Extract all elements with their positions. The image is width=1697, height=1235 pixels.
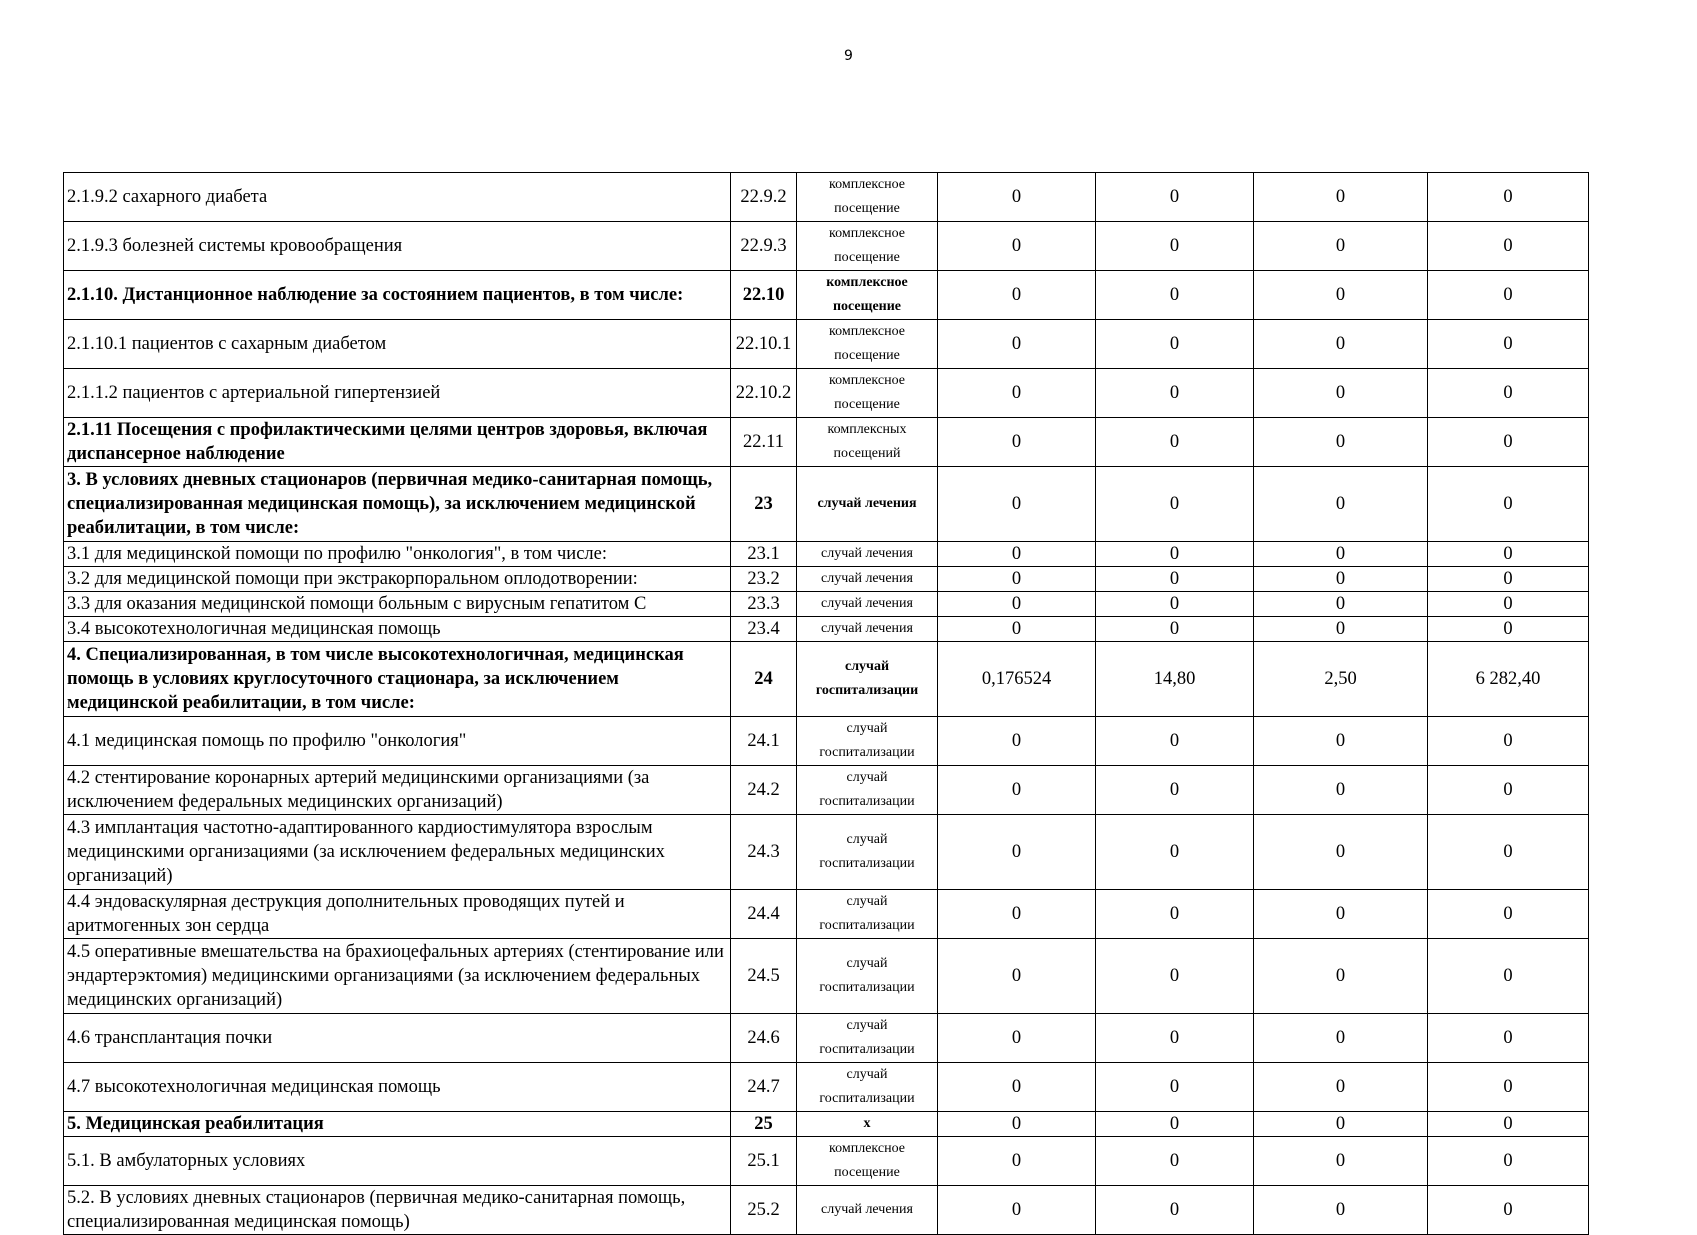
row-unit-cell: случай госпитализации [797, 717, 938, 766]
row-unit-cell: комплексное посещение [797, 271, 938, 320]
row-unit-cell: случай госпитализации [797, 1014, 938, 1063]
row-value-4-cell: 0 [1428, 1137, 1589, 1186]
row-value-3-cell: 0 [1254, 467, 1428, 542]
table-row [64, 320, 1589, 369]
row-unit-cell: комплексных посещений [797, 418, 938, 467]
row-value-2-cell: 0 [1096, 418, 1254, 467]
row-value-2-cell: 0 [1096, 766, 1254, 815]
row-name-cell: 5.2. В условиях дневных стационаров (первичная медико-санитарная помощь, специализированная медицинская помощь) [64, 1186, 731, 1235]
row-name-cell: 4.4 эндоваскулярная деструкция дополнительных проводящих путей и аритмогенных зон сердца [64, 890, 731, 939]
row-value-3-cell: 0 [1254, 222, 1428, 271]
row-unit-cell: случай госпитализации [797, 890, 938, 939]
row-value-1-cell: 0 [938, 542, 1096, 567]
row-value-3-cell: 0 [1254, 766, 1428, 815]
row-name-cell: 3. В условиях дневных стационаров (первичная медико-санитарная помощь, специализированная медицинская помощь), за исключением медицинской реабилитации, в том числе: [64, 467, 731, 542]
row-name-cell: 4. Специализированная, в том числе высокотехнологичная, медицинская помощь в условиях круглосуточного стационара, за исключением медицинской реабилитации, в том числе: [64, 642, 731, 717]
row-value-1-cell: 0 [938, 1063, 1096, 1112]
row-code-cell: 22.11 [731, 418, 797, 467]
row-value-3-cell: 0 [1254, 939, 1428, 1014]
row-value-2-cell: 0 [1096, 1137, 1254, 1186]
row-unit-cell: комплексное посещение [797, 222, 938, 271]
row-value-2-cell: 0 [1096, 320, 1254, 369]
row-value-1-cell: 0 [938, 271, 1096, 320]
row-unit-cell: случай лечения [797, 467, 938, 542]
row-value-4-cell: 0 [1428, 617, 1589, 642]
row-unit-cell: случай госпитализации [797, 642, 938, 717]
row-value-1-cell: 0 [938, 467, 1096, 542]
row-value-4-cell: 6 282,40 [1428, 642, 1589, 717]
row-value-4-cell: 0 [1428, 890, 1589, 939]
row-name-cell: 2.1.10. Дистанционное наблюдение за состоянием пациентов, в том числе: [64, 271, 731, 320]
row-name-cell: 3.2 для медицинской помощи при экстракорпоральном оплодотворении: [64, 567, 731, 592]
row-code-cell: 22.10 [731, 271, 797, 320]
row-value-1-cell: 0 [938, 369, 1096, 418]
table-row [64, 717, 1589, 766]
row-name-cell: 2.1.11 Посещения с профилактическими целями центров здоровья, включая диспансерное наблюдение [64, 418, 731, 467]
row-value-2-cell: 0 [1096, 567, 1254, 592]
row-value-2-cell: 0 [1096, 542, 1254, 567]
row-value-4-cell: 0 [1428, 271, 1589, 320]
row-value-4-cell: 0 [1428, 418, 1589, 467]
row-name-cell: 2.1.10.1 пациентов с сахарным диабетом [64, 320, 731, 369]
table-row [64, 890, 1589, 939]
row-unit-cell: случай госпитализации [797, 1063, 938, 1112]
row-value-4-cell: 0 [1428, 1112, 1589, 1137]
row-value-4-cell: 0 [1428, 717, 1589, 766]
row-unit-cell: комплексное посещение [797, 173, 938, 222]
row-value-4-cell: 0 [1428, 467, 1589, 542]
row-unit-cell: случай лечения [797, 542, 938, 567]
row-value-1-cell: 0 [938, 717, 1096, 766]
row-value-1-cell: 0 [938, 766, 1096, 815]
table-row [64, 1063, 1589, 1112]
row-value-1-cell: 0 [938, 890, 1096, 939]
row-code-cell: 22.9.2 [731, 173, 797, 222]
row-value-3-cell: 0 [1254, 542, 1428, 567]
row-value-3-cell: 0 [1254, 1014, 1428, 1063]
table-row [64, 369, 1589, 418]
row-name-cell: 4.6 трансплантация почки [64, 1014, 731, 1063]
row-value-3-cell: 0 [1254, 1137, 1428, 1186]
row-value-1-cell: 0 [938, 592, 1096, 617]
row-value-4-cell: 0 [1428, 939, 1589, 1014]
row-value-1-cell: 0 [938, 939, 1096, 1014]
row-value-3-cell: 0 [1254, 815, 1428, 890]
row-code-cell: 24.5 [731, 939, 797, 1014]
row-value-1-cell: 0 [938, 567, 1096, 592]
row-value-3-cell: 0 [1254, 717, 1428, 766]
table-row [64, 542, 1589, 567]
row-name-cell: 4.7 высокотехнологичная медицинская помощь [64, 1063, 731, 1112]
row-value-1-cell: 0 [938, 173, 1096, 222]
row-name-cell: 5. Медицинская реабилитация [64, 1112, 731, 1137]
row-unit-cell: случай госпитализации [797, 815, 938, 890]
table-row [64, 173, 1589, 222]
row-value-3-cell: 0 [1254, 617, 1428, 642]
table-row [64, 1014, 1589, 1063]
table-row [64, 1186, 1589, 1235]
table-row [64, 592, 1589, 617]
row-name-cell: 3.4 высокотехнологичная медицинская помощь [64, 617, 731, 642]
row-unit-cell: комплексное посещение [797, 320, 938, 369]
row-value-2-cell: 0 [1096, 369, 1254, 418]
row-value-3-cell: 0 [1254, 173, 1428, 222]
row-code-cell: 25.1 [731, 1137, 797, 1186]
row-value-1-cell: 0 [938, 1112, 1096, 1137]
row-code-cell: 22.9.3 [731, 222, 797, 271]
row-code-cell: 24.4 [731, 890, 797, 939]
table-row [64, 1137, 1589, 1186]
row-value-2-cell: 14,80 [1096, 642, 1254, 717]
row-code-cell: 22.10.2 [731, 369, 797, 418]
row-value-3-cell: 0 [1254, 1186, 1428, 1235]
row-value-4-cell: 0 [1428, 815, 1589, 890]
row-unit-cell: случай госпитализации [797, 766, 938, 815]
row-value-2-cell: 0 [1096, 1112, 1254, 1137]
row-unit-cell: случай лечения [797, 1186, 938, 1235]
row-value-2-cell: 0 [1096, 1063, 1254, 1112]
row-code-cell: 22.10.1 [731, 320, 797, 369]
row-unit-cell: случай госпитализации [797, 939, 938, 1014]
row-code-cell: 23.4 [731, 617, 797, 642]
row-code-cell: 23.2 [731, 567, 797, 592]
row-code-cell: 24.7 [731, 1063, 797, 1112]
row-value-4-cell: 0 [1428, 222, 1589, 271]
table-row [64, 617, 1589, 642]
row-value-3-cell: 0 [1254, 890, 1428, 939]
row-value-3-cell: 0 [1254, 320, 1428, 369]
row-value-1-cell: 0 [938, 1137, 1096, 1186]
row-unit-cell: случай лечения [797, 617, 938, 642]
row-value-4-cell: 0 [1428, 542, 1589, 567]
row-value-4-cell: 0 [1428, 320, 1589, 369]
medical-care-table [63, 172, 1589, 1235]
row-value-4-cell: 0 [1428, 369, 1589, 418]
row-name-cell: 5.1. В амбулаторных условиях [64, 1137, 731, 1186]
row-name-cell: 3.3 для оказания медицинской помощи больным с вирусным гепатитом С [64, 592, 731, 617]
row-value-2-cell: 0 [1096, 617, 1254, 642]
row-value-2-cell: 0 [1096, 592, 1254, 617]
row-unit-cell: случай лечения [797, 592, 938, 617]
row-unit-cell: комплексное посещение [797, 369, 938, 418]
table-row [64, 271, 1589, 320]
row-value-2-cell: 0 [1096, 717, 1254, 766]
row-value-4-cell: 0 [1428, 1014, 1589, 1063]
row-code-cell: 23 [731, 467, 797, 542]
table-row [64, 222, 1589, 271]
row-code-cell: 24.3 [731, 815, 797, 890]
row-unit-cell: х [797, 1112, 938, 1137]
row-name-cell: 2.1.1.2 пациентов с артериальной гипертензией [64, 369, 731, 418]
table-row [64, 1112, 1589, 1137]
table-row [64, 567, 1589, 592]
row-value-2-cell: 0 [1096, 173, 1254, 222]
row-code-cell: 24 [731, 642, 797, 717]
row-value-3-cell: 0 [1254, 1063, 1428, 1112]
row-code-cell: 25 [731, 1112, 797, 1137]
row-name-cell: 2.1.9.3 болезней системы кровообращения [64, 222, 731, 271]
row-value-2-cell: 0 [1096, 467, 1254, 542]
row-value-3-cell: 0 [1254, 567, 1428, 592]
row-value-4-cell: 0 [1428, 567, 1589, 592]
row-value-1-cell: 0 [938, 815, 1096, 890]
row-value-3-cell: 0 [1254, 1112, 1428, 1137]
table-row [64, 766, 1589, 815]
row-value-1-cell: 0 [938, 418, 1096, 467]
row-unit-cell: комплексное посещение [797, 1137, 938, 1186]
table-body [64, 173, 1589, 1235]
row-value-1-cell: 0 [938, 222, 1096, 271]
row-value-1-cell: 0 [938, 320, 1096, 369]
row-value-4-cell: 0 [1428, 173, 1589, 222]
row-code-cell: 24.1 [731, 717, 797, 766]
row-name-cell: 4.1 медицинская помощь по профилю "онкология" [64, 717, 731, 766]
row-value-1-cell: 0,176524 [938, 642, 1096, 717]
row-value-4-cell: 0 [1428, 1186, 1589, 1235]
row-value-2-cell: 0 [1096, 890, 1254, 939]
row-value-3-cell: 2,50 [1254, 642, 1428, 717]
row-value-3-cell: 0 [1254, 271, 1428, 320]
row-value-2-cell: 0 [1096, 939, 1254, 1014]
row-value-4-cell: 0 [1428, 1063, 1589, 1112]
row-code-cell: 23.3 [731, 592, 797, 617]
row-value-4-cell: 0 [1428, 592, 1589, 617]
table-row [64, 939, 1589, 1014]
row-unit-cell: случай лечения [797, 567, 938, 592]
row-value-1-cell: 0 [938, 1014, 1096, 1063]
table-row [64, 815, 1589, 890]
row-value-3-cell: 0 [1254, 369, 1428, 418]
row-value-1-cell: 0 [938, 1186, 1096, 1235]
table-row [64, 467, 1589, 542]
page-number: 9 [844, 48, 853, 64]
row-name-cell: 4.2 стентирование коронарных артерий медицинскими организациями (за исключением федеральных медицинских организаций) [64, 766, 731, 815]
row-name-cell: 4.5 оперативные вмешательства на брахиоцефальных артериях (стентирование или эндартерэктомия) медицинскими организациями (за исключением федеральных медицинских организаций) [64, 939, 731, 1014]
row-code-cell: 24.6 [731, 1014, 797, 1063]
row-value-2-cell: 0 [1096, 1014, 1254, 1063]
row-value-2-cell: 0 [1096, 815, 1254, 890]
row-code-cell: 24.2 [731, 766, 797, 815]
row-value-1-cell: 0 [938, 617, 1096, 642]
row-value-4-cell: 0 [1428, 766, 1589, 815]
row-value-2-cell: 0 [1096, 271, 1254, 320]
table-row [64, 418, 1589, 467]
row-value-2-cell: 0 [1096, 222, 1254, 271]
row-name-cell: 4.3 имплантация частотно-адаптированного кардиостимулятора взрослым медицинскими организациями (за исключением федеральных медицинских организаций) [64, 815, 731, 890]
row-name-cell: 2.1.9.2 сахарного диабета [64, 173, 731, 222]
row-name-cell: 3.1 для медицинской помощи по профилю "онкология", в том числе: [64, 542, 731, 567]
row-value-2-cell: 0 [1096, 1186, 1254, 1235]
row-value-3-cell: 0 [1254, 592, 1428, 617]
row-code-cell: 25.2 [731, 1186, 797, 1235]
table-row [64, 642, 1589, 717]
row-value-3-cell: 0 [1254, 418, 1428, 467]
row-code-cell: 23.1 [731, 542, 797, 567]
